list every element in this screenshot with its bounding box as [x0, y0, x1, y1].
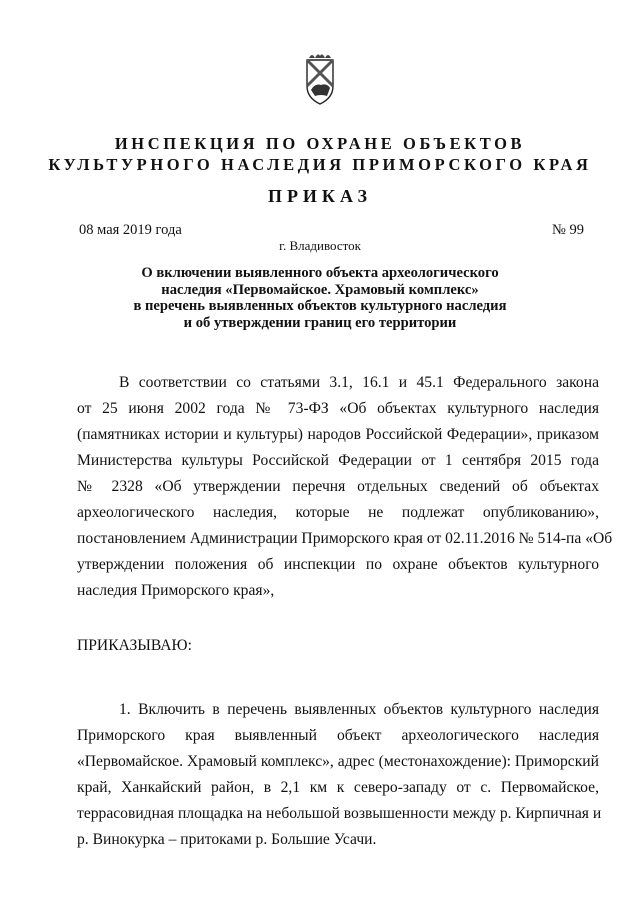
directive-heading: ПРИКАЗЫВАЮ:: [77, 637, 192, 654]
document-type: ПРИКАЗ: [267, 186, 373, 206]
paragraph-line: край, Ханкайский район, в 2,1 км к северо-западу от с. Первомайское,: [77, 779, 599, 796]
paragraph-line: № 2328 «Об утверждении перечня отдельных сведений об объектах: [77, 478, 599, 495]
paragraph-line: (памятниках истории и культуры) народов Российской Федерации», приказом: [77, 426, 599, 443]
agency-name-line1: ИНСПЕКЦИЯ ПО ОХРАНЕ ОБЪЕКТОВ: [114, 134, 526, 153]
document-place: г. Владивосток: [279, 238, 361, 253]
paragraph-line: Приморского края выявленный объект археологического наследия: [77, 727, 599, 744]
paragraph-line: постановлением Администрации Приморского края от 02.11.2016 № 514-па «Об: [77, 530, 613, 547]
paragraph-line: Министерства культуры Российской Федерации от 1 сентября 2015 года: [77, 452, 599, 469]
paragraph-line: археологического наследия, которые не подлежат опубликованию»,: [77, 504, 599, 521]
agency-name-line2: КУЛЬТУРНОГО НАСЛЕДИЯ ПРИМОРСКОГО КРАЯ: [48, 155, 592, 174]
paragraph-line: 1. Включить в перечень выявленных объектов культурного наследия: [119, 701, 599, 718]
paragraph-line: наследия Приморского края»,: [77, 582, 275, 599]
subject-line: О включении выявленного объекта археологического: [141, 265, 499, 281]
coat-of-arms-icon: [299, 50, 341, 106]
paragraph-line: р. Винокурка – притоками р. Большие Усачи.: [77, 831, 377, 848]
paragraph-line: террасовидная площадка на небольшой возвышенности между р. Кирпичная и: [77, 805, 602, 822]
subject-line: наследия «Первомайское. Храмовый комплекс»: [161, 281, 479, 298]
item-1-paragraph: [77, 697, 602, 853]
subject-line: и об утверждении границ его территории: [183, 314, 457, 331]
preamble-paragraph: [77, 370, 613, 604]
document-number: № 99: [552, 222, 584, 238]
subject-line: в перечень выявленных объектов культурного наследия: [133, 298, 507, 314]
paragraph-line: утверждении положения об инспекции по охране объектов культурного: [77, 556, 599, 573]
paragraph-line: В соответствии со статьями 3.1, 16.1 и 45.1 Федерального закона: [119, 374, 599, 391]
paragraph-line: «Первомайское. Храмовый комплекс», адрес (местонахождение): Приморский: [77, 753, 599, 770]
paragraph-line: от 25 июня 2002 года № 73-ФЗ «Об объектах культурного наследия: [77, 400, 599, 417]
document-subject: [100, 265, 540, 331]
document-date: 08 мая 2019 года: [79, 222, 182, 238]
